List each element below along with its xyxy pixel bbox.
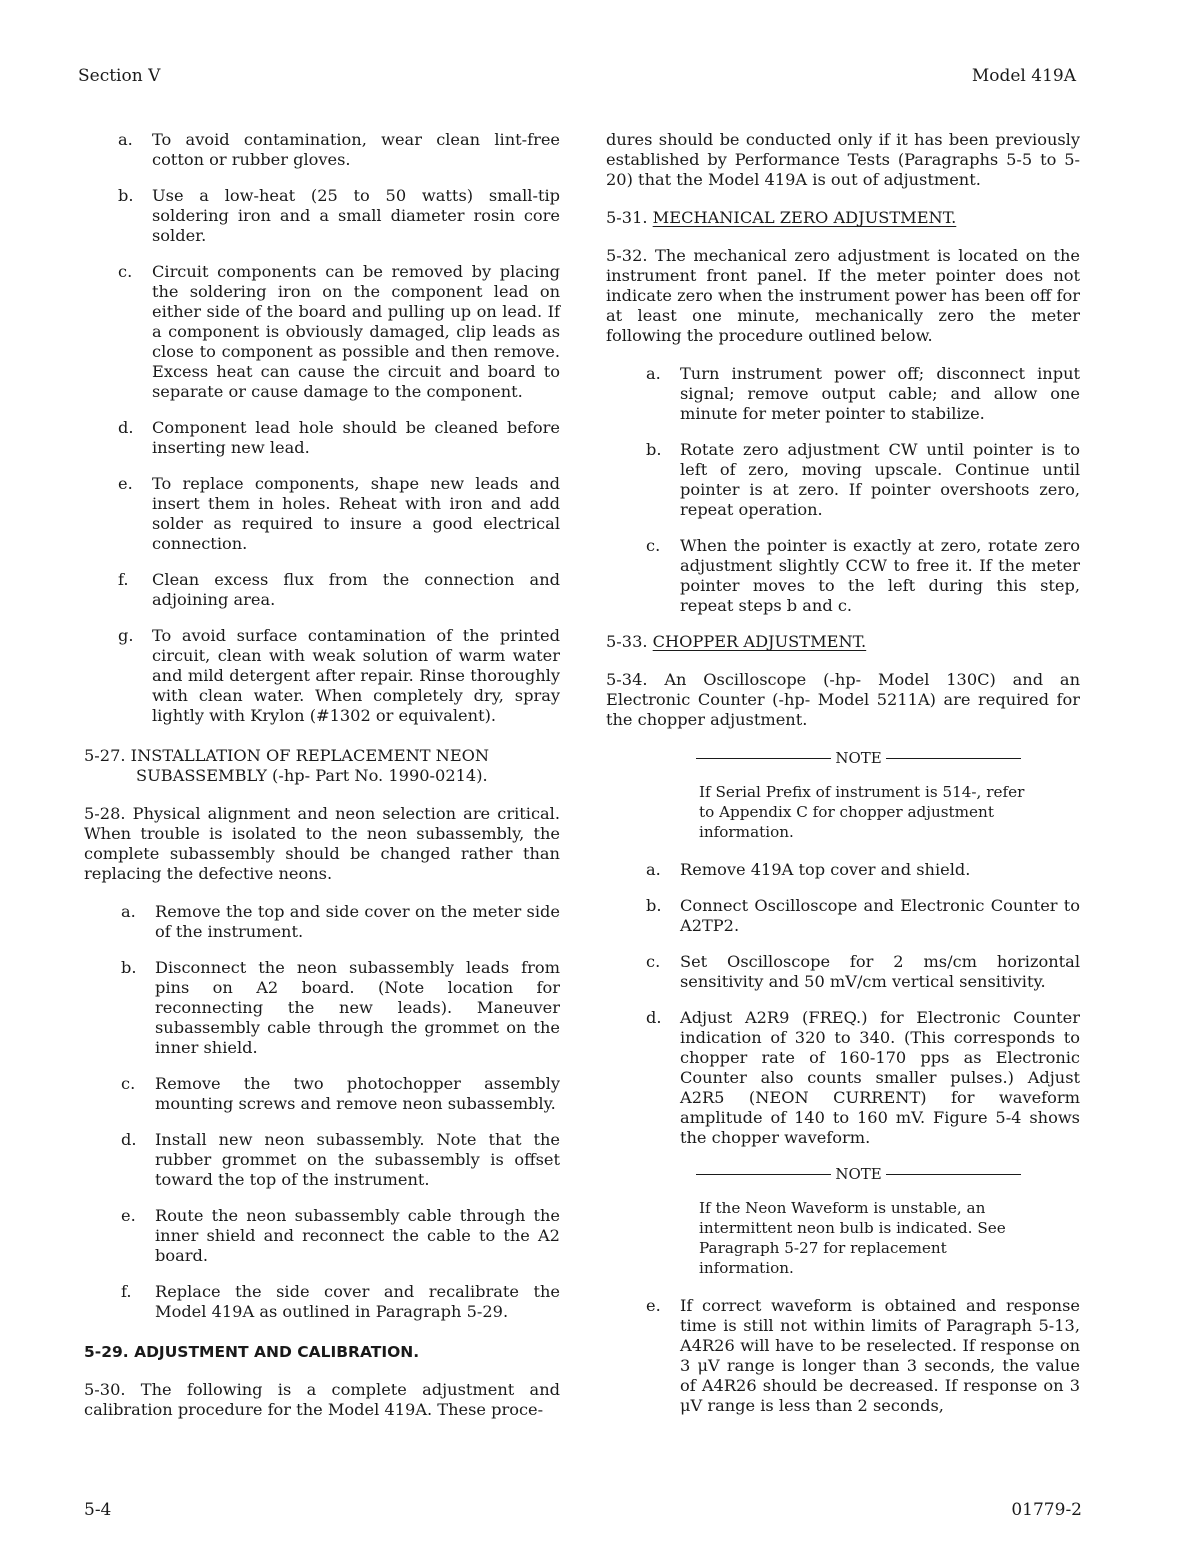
list-item xyxy=(84,418,560,458)
list-item-marker: b. xyxy=(121,958,137,977)
list-item-marker: c. xyxy=(121,1074,136,1093)
heading-5-31 xyxy=(606,208,1080,228)
list-item-text: Circuit components can be removed by placing the soldering iron on the component lead on either side of the board and pulling up on lead. If a component is obviously damaged, clip leads as close to component as possible and then remove. Excess heat can cause the circuit and board to separate or cause damage to the component. xyxy=(152,262,560,401)
paragraph-5-34: 5-34. An Oscilloscope (-hp- Model 130C) and an Electronic Counter (-hp- Model 5211A) are required for the chopper adjustment. xyxy=(606,670,1080,729)
list-item-marker: c. xyxy=(646,952,661,971)
heading-5-27-line2: SUBASSEMBLY (-hp- Part No. 1990-0214). xyxy=(136,766,488,785)
list-item-marker: d. xyxy=(121,1130,137,1149)
list-item-text: Component lead hole should be cleaned before inserting new lead. xyxy=(152,418,560,457)
list-item-text: To replace components, shape new leads and insert them in holes. Reheat with iron and add solder as required to insure a good electrical connection. xyxy=(152,474,560,553)
list-item-marker: e. xyxy=(646,1296,661,1315)
list-item xyxy=(84,186,560,246)
list-item xyxy=(84,1074,560,1114)
heading-5-33-title: CHOPPER ADJUSTMENT. xyxy=(652,632,867,651)
heading-5-27-line1: INSTALLATION OF REPLACEMENT NEON xyxy=(130,746,490,765)
list-item-text: Replace the side cover and recalibrate the Model 419A as outlined in Paragraph 5-29. xyxy=(155,1282,560,1321)
list-item-text: Use a low-heat (25 to 50 watts) small-tip soldering iron and a small diameter rosin core solder. xyxy=(152,186,560,245)
note-text: If Serial Prefix of instrument is 514-, refer to Appendix C for chopper adjustment information. xyxy=(699,783,1025,841)
list-item-text: To avoid contamination, wear clean lint-free cotton or rubber gloves. xyxy=(152,130,560,169)
chopper-steps xyxy=(606,860,1080,1148)
list-item-text: Adjust A2R9 (FREQ.) for Electronic Counter indication of 320 to 340. (This corresponds to chopper rate of 160-170 pps as Electronic Counter also counts smaller pulses.) Adjust A2R5 (NEON CURRENT) for waveform amplitude of 140 to 160 mV. Figure 5-4 shows the chopper waveform. xyxy=(680,1008,1080,1147)
mechanical-zero-steps xyxy=(606,364,1080,616)
list-item xyxy=(84,262,560,402)
paragraph-continued: dures should be conducted only if it has been previously established by Performance Tests (Paragraphs 5-5 to 5-20) that the Model 419A is out of adjustment. xyxy=(606,130,1080,189)
right-column xyxy=(606,130,1080,1432)
heading-5-33-number: 5-33. xyxy=(606,632,648,651)
neon-replacement-steps xyxy=(84,902,560,1322)
note-rule-left xyxy=(696,1174,831,1175)
list-item xyxy=(606,364,1080,424)
note-label: NOTE xyxy=(835,749,882,767)
page-number: 5-4 xyxy=(84,1500,112,1520)
list-item-marker: e. xyxy=(118,474,133,493)
chopper-steps-continued xyxy=(606,1296,1080,1416)
heading-5-31-number: 5-31. xyxy=(606,208,648,227)
list-item-marker: c. xyxy=(118,262,133,281)
list-item-marker: g. xyxy=(118,626,134,645)
list-item-marker: b. xyxy=(646,440,662,459)
list-item-marker: e. xyxy=(121,1206,136,1225)
list-item-marker: d. xyxy=(118,418,134,437)
list-item xyxy=(84,570,560,610)
left-column xyxy=(84,130,560,1438)
list-item-marker: a. xyxy=(646,860,661,879)
paragraph-5-28: 5-28. Physical alignment and neon selection are critical. When trouble is isolated to the neon subassembly, the complete subassembly should be changed rather than replacing the defective neons. xyxy=(84,804,560,883)
note-label: NOTE xyxy=(835,1165,882,1183)
list-item-text: Remove 419A top cover and shield. xyxy=(680,860,971,879)
document-number: 01779-2 xyxy=(1011,1500,1082,1520)
note-serial-prefix xyxy=(606,748,1080,842)
section-label: Section V xyxy=(78,66,161,86)
list-item xyxy=(606,896,1080,936)
list-item-marker: a. xyxy=(121,902,136,921)
list-item xyxy=(84,902,560,942)
paragraph-5-30: 5-30. The following is a complete adjustment and calibration procedure for the Model 419A. These proce- xyxy=(84,1380,560,1419)
list-item xyxy=(84,130,560,170)
list-item xyxy=(606,952,1080,992)
list-item-text: Clean excess flux from the connection and adjoining area. xyxy=(152,570,560,609)
list-item-text: Connect Oscilloscope and Electronic Counter to A2TP2. xyxy=(680,896,1080,935)
list-item xyxy=(84,474,560,554)
list-item xyxy=(84,958,560,1058)
model-label: Model 419A xyxy=(971,66,1076,86)
soldering-precautions-list xyxy=(84,130,560,726)
note-rule-left xyxy=(696,758,831,759)
list-item xyxy=(84,1130,560,1190)
list-item-marker: d. xyxy=(646,1008,662,1027)
paragraph-5-32: 5-32. The mechanical zero adjustment is located on the instrument front panel. If the meter pointer does not indicate zero when the instrument power has been off for at least one minute, mechanically zero the meter following the procedure outlined below. xyxy=(606,246,1080,345)
list-item-marker: a. xyxy=(118,130,133,149)
list-item xyxy=(606,1008,1080,1148)
heading-5-27-number: 5-27. xyxy=(84,746,126,765)
list-item-text: Disconnect the neon subassembly leads from pins on A2 board. (Note location for reconnecting the new leads). Maneuver subassembly cable through the grommet on the inner shield. xyxy=(155,958,560,1057)
list-item-text: Turn instrument power off; disconnect input signal; remove output cable; and allow one minute for meter pointer to stabilize. xyxy=(680,364,1080,423)
list-item-text: Install new neon subassembly. Note that the rubber grommet on the subassembly is offset toward the top of the instrument. xyxy=(155,1130,560,1189)
list-item xyxy=(606,536,1080,616)
list-item xyxy=(606,440,1080,520)
list-item-text: To avoid surface contamination of the printed circuit, clean with weak solution of warm water and mild detergent after repair. Rinse thoroughly with clean water. When completely dry, spray lightly with Krylon (#1302 or equivalent). xyxy=(152,626,560,725)
list-item-text: Route the neon subassembly cable through the inner shield and reconnect the cable to the A2 board. xyxy=(155,1206,560,1265)
list-item-marker: f. xyxy=(118,570,129,589)
list-item-text: Set Oscilloscope for 2 ms/cm horizontal sensitivity and 50 mV/cm vertical sensitivity. xyxy=(680,952,1080,991)
list-item-marker: b. xyxy=(646,896,662,915)
list-item xyxy=(84,1282,560,1322)
list-item-text: Remove the two photochopper assembly mounting screws and remove neon subassembly. xyxy=(155,1074,560,1113)
list-item xyxy=(84,1206,560,1266)
note-rule xyxy=(696,748,1021,768)
list-item-marker: f. xyxy=(121,1282,132,1301)
list-item xyxy=(84,626,560,726)
list-item-text: When the pointer is exactly at zero, rotate zero adjustment slightly CCW to free it. If the meter pointer moves to the left during this step, repeat steps b and c. xyxy=(680,536,1080,615)
note-neon-waveform xyxy=(606,1164,1080,1278)
list-item-text: Remove the top and side cover on the meter side of the instrument. xyxy=(155,902,560,941)
note-text: If the Neon Waveform is unstable, an intermittent neon bulb is indicated. See Paragraph 5-27 for replacement information. xyxy=(699,1199,1006,1277)
heading-5-27 xyxy=(84,746,560,786)
list-item-marker: b. xyxy=(118,186,134,205)
note-rule-right xyxy=(886,758,1021,759)
heading-5-33 xyxy=(606,632,1080,652)
note-rule xyxy=(696,1164,1021,1184)
note-rule-right xyxy=(886,1174,1021,1175)
list-item-marker: a. xyxy=(646,364,661,383)
heading-5-31-title: MECHANICAL ZERO ADJUSTMENT. xyxy=(652,208,957,227)
list-item xyxy=(606,860,1080,880)
list-item-marker: c. xyxy=(646,536,661,555)
list-item-text: If correct waveform is obtained and response time is still not within limits of Paragraph 5-13, A4R26 will have to be reselected. If response on 3 μV range is longer than 3 seconds, the value of A4R26 should be decreased. If response on 3 μV range is less than 2 seconds, xyxy=(680,1296,1080,1415)
heading-5-29: 5-29. ADJUSTMENT AND CALIBRATION. xyxy=(84,1343,420,1361)
list-item xyxy=(606,1296,1080,1416)
list-item-text: Rotate zero adjustment CW until pointer is to left of zero, moving upscale. Continue until pointer is at zero. If pointer overshoots zero, repeat operation. xyxy=(680,440,1080,519)
